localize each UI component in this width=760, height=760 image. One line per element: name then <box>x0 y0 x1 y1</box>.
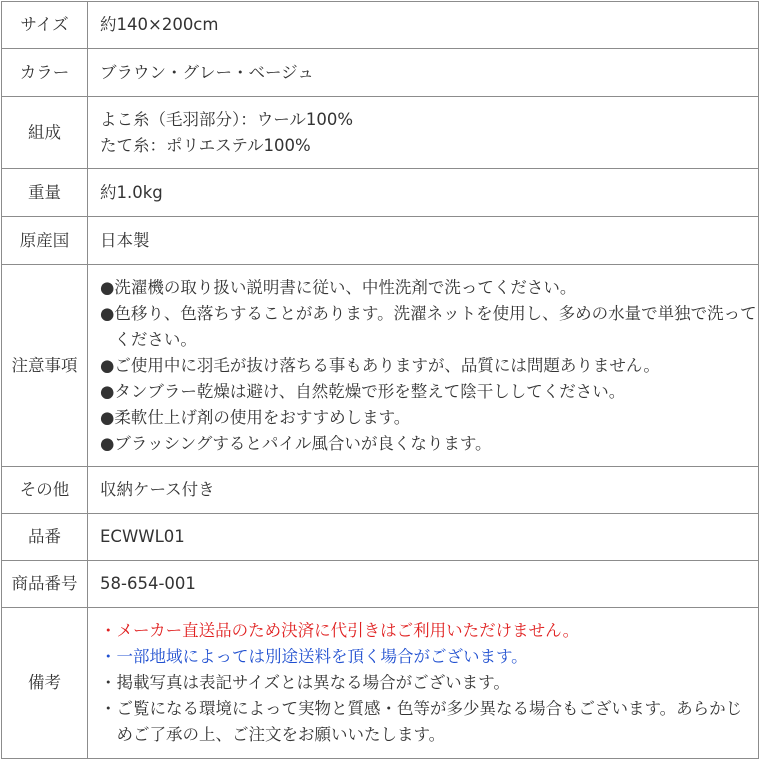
size-label: サイズ <box>2 2 88 49</box>
bullet-icon: ● <box>100 303 115 323</box>
item-no-label: 品番 <box>2 514 88 561</box>
row-composition <box>2 97 759 169</box>
remarks-list <box>88 608 759 759</box>
row-weight <box>2 169 759 217</box>
caution-item: ● 柔軟仕上げ剤の使用をおすすめします。 <box>100 405 758 431</box>
caution-list <box>88 265 759 467</box>
size-value: 約140×200cm <box>88 2 759 49</box>
remark-item: ・ メーカー直送品のため決済に代引きはご利用いただけません。 <box>100 621 580 640</box>
row-other <box>2 467 759 514</box>
other-value: 収納ケース付き <box>88 467 759 514</box>
origin-value: 日本製 <box>88 217 759 265</box>
bullet-icon: ● <box>100 381 115 401</box>
caution-item: ● ブラッシングするとパイル風合いが良くなります。 <box>100 431 758 457</box>
remark-item: ・ ご覧になる環境によって実物と質感・色等が多少異なる場合もございます。あらかじめご了承の上、ご注文をお願いいたします。 <box>100 699 743 744</box>
composition-line: たて糸：ポリエステル100% <box>100 135 311 155</box>
row-product-no <box>2 561 759 608</box>
origin-label: 原産国 <box>2 217 88 265</box>
product-no-value: 58-654-001 <box>88 561 759 608</box>
weight-value: 約1.0kg <box>88 169 759 217</box>
bullet-icon: ● <box>100 407 115 427</box>
caution-item: ● タンブラー乾燥は避け、自然乾燥で形を整えて陰干ししてください。 <box>100 379 758 405</box>
row-size <box>2 2 759 49</box>
caution-item: ● 色移り、色落ちすることがあります。洗濯ネットを使用し、多めの水量で単独で洗ってください。 <box>100 301 758 353</box>
remarks-label: 備考 <box>2 608 88 759</box>
remark-item: ・ 一部地域によっては別途送料を頂く場合がございます。 <box>100 647 528 666</box>
row-item-no <box>2 514 759 561</box>
bullet-icon: ● <box>100 433 115 453</box>
caution-item: ● 洗濯機の取り扱い説明書に従い、中性洗剤で洗ってください。 <box>100 275 758 301</box>
item-no-value: ECWWL01 <box>88 514 759 561</box>
row-caution <box>2 265 759 467</box>
composition-line: よこ糸（毛羽部分）：ウール100% <box>100 109 354 129</box>
composition-label: 組成 <box>2 97 88 169</box>
product-no-label: 商品番号 <box>2 561 88 608</box>
remark-item: ・ 掲載写真は表記サイズとは異なる場合がございます。 <box>100 673 510 692</box>
product-spec-table <box>1 1 759 759</box>
weight-label: 重量 <box>2 169 88 217</box>
row-color <box>2 49 759 97</box>
color-label: カラー <box>2 49 88 97</box>
caution-item: ● ご使用中に羽毛が抜け落ちる事もありますが、品質には問題ありません。 <box>100 353 758 379</box>
other-label: その他 <box>2 467 88 514</box>
bullet-icon: ● <box>100 355 115 375</box>
row-remarks <box>2 608 759 759</box>
row-origin <box>2 217 759 265</box>
color-value: ブラウン・グレー・ベージュ <box>88 49 759 97</box>
composition-value <box>88 97 759 169</box>
bullet-icon: ● <box>100 277 115 297</box>
caution-label: 注意事項 <box>2 265 88 467</box>
